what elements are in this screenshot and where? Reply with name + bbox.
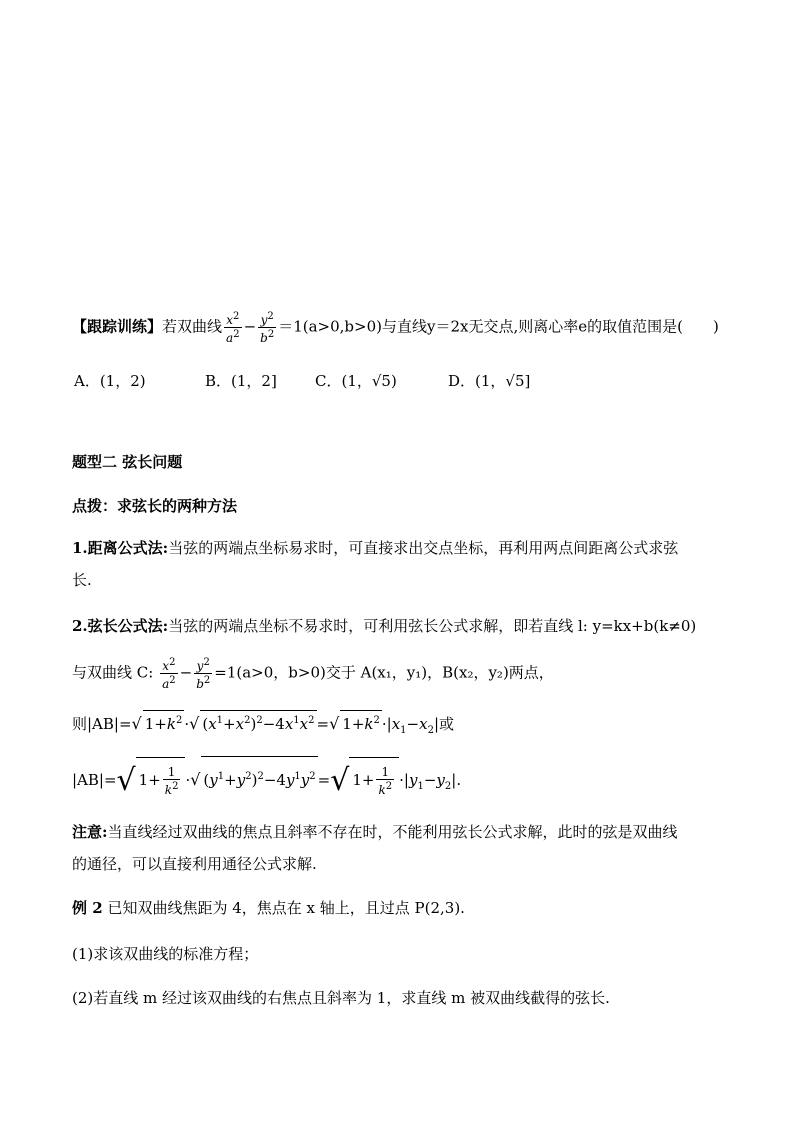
option-c: C．(1，√5) <box>315 372 397 390</box>
formula-2-prefix: |AB|= <box>72 771 117 789</box>
option-b: B．(1，2] <box>205 372 277 390</box>
fraction-y2-b2: $\frac{y^2}{b^2}$ <box>260 311 275 345</box>
example-body: 已知双曲线焦距为 4，焦点在 x 轴上，且过点 P(2,3). <box>107 899 465 917</box>
method-2-line2-b: =1(a>0，b>0)交于 A(x₁，y₁)，B(x₂，y₂)两点， <box>214 663 554 682</box>
example-head: 例 2 <box>72 899 103 917</box>
formula-1-prefix: 则|AB|= <box>72 715 132 733</box>
section-title: 题型二 弦长问题 <box>72 453 183 471</box>
example-2 <box>72 898 734 918</box>
formula-2: |AB|=√ 1+ $\frac{1}{k^2}$ ·√ $(y^1+y^2)^2-4y^1y^2$ =√ 1+ $\frac{1}{k^2}$ $\cdot|y_1-y_2|$. <box>72 756 734 807</box>
formula-1: 则|AB|=√ $1+k^2$ ·√ $(x^1+x^2)^2-4x^1x^2$ =√ $1+k^2 \cdot|x_1-x_2|$或 <box>72 710 734 741</box>
method-2-body: 当弦的两端点坐标不易求时，可利用弦长公式求解，即若直线 l: y=kx+b(k≠0) <box>168 617 697 635</box>
question-1: (1)求该双曲线的标准方程； <box>72 945 259 963</box>
option-d: D．(1，√5] <box>448 372 531 390</box>
formula-1-suffix: 或 <box>439 715 455 733</box>
method-1-head: 1.距离公式法: <box>72 539 169 557</box>
note-body: 当直线经过双曲线的焦点且斜率不存在时，不能利用弦长公式求解，此时的弦是双曲线 <box>107 823 678 841</box>
option-a: A．(1，2) <box>74 372 146 390</box>
training-condition: 1(a>0,b>0)与直线y＝2x无交点,则离心率e的取值范围是( ) <box>293 317 719 336</box>
method-2 <box>72 616 734 636</box>
fraction-y2-b2-2: $\frac{y^2}{b^2}$ <box>196 657 211 691</box>
method-1 <box>72 538 734 558</box>
training-tag: 【跟踪训练】 <box>72 317 163 336</box>
note-head: 注意: <box>72 823 108 841</box>
note <box>72 822 734 842</box>
method-1-tail: 长. <box>72 571 92 589</box>
method-1-body: 当弦的两端点坐标易求时，可直接求出交点坐标，再利用两点间距离公式求弦 <box>168 539 679 557</box>
training-lead: 若双曲线 <box>162 317 223 336</box>
fraction-x2-a2-2: $\frac{x^2}{a^2}$ <box>162 657 176 691</box>
fraction-x2-a2: $\frac{x^2}{a^2}$ <box>226 311 240 345</box>
method-2-line2-a: 与双曲线 C: <box>72 663 154 682</box>
training-problem: 【跟踪训练】若双曲线 $\frac{x^2}{a^2}$ − $\frac{y^2}{b^2}$ ＝1(a>0,b>0)与直线y＝2x无交点,则离心率e的取值范围是( ) <box>72 311 719 345</box>
method-2-line2: 与双曲线 C: $\frac{x^2}{a^2}$ − $\frac{y^2}{b^2}$ =1(a>0，b>0)交于 A(x₁，y₁)，B(x₂，y₂)两点， <box>72 657 554 691</box>
tip-heading: 点拨：求弦长的两种方法 <box>72 497 238 515</box>
note-tail: 的通径，可以直接利用通径公式求解. <box>72 855 317 873</box>
question-2: (2)若直线 m 经过该双曲线的右焦点且斜率为 1，求直线 m 被双曲线截得的弦长. <box>72 989 610 1007</box>
method-2-head: 2.弦长公式法: <box>72 617 169 635</box>
